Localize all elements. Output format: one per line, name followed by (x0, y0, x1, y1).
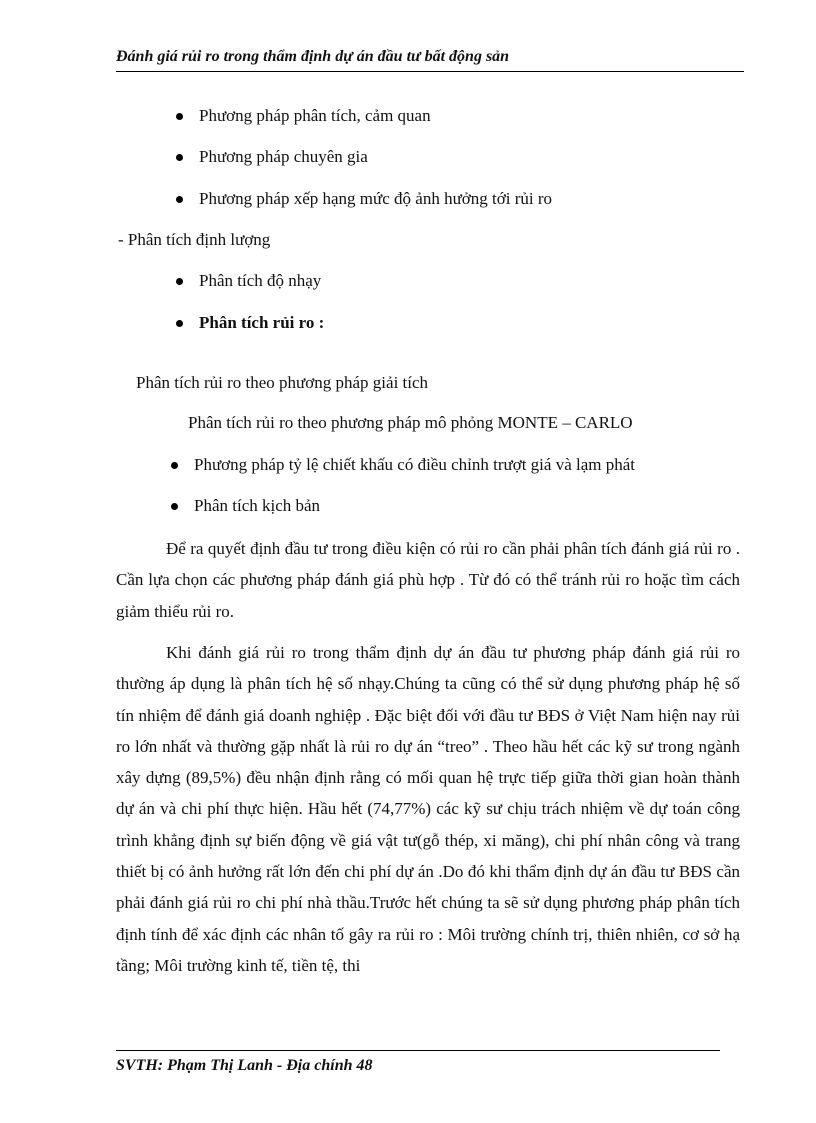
footer-rule (116, 1050, 720, 1051)
bullet-item (176, 106, 431, 126)
footer-text: SVTH: Phạm Thị Lanh - Địa chính 48 (116, 1057, 373, 1074)
bullet-item (176, 147, 368, 167)
body-paragraph: Khi đánh giá rủi ro trong thẩm định dự án đầu tư phương pháp đánh giá rủi ro thường áp dụng là phân tích hệ số nhạy.Chúng ta cũng có thể sử dụng phương pháp hệ số tín nhiệm để đánh giá doanh nghiệp . Đặc biệt đối với đầu tư BĐS ở Việt Nam hiện nay rủi ro lớn nhất và thường gặp nhất là rủi ro dự án “treo” . Theo hầu hết các kỹ sư trong ngành xây dựng (89,5%) đều nhận định rằng có mối quan hệ trực tiếp giữa thời gian hoàn thành dự án và chi phí thực hiện. Hầu hết (74,77%) các kỹ sư chịu trách nhiệm về dự toán công trình khẳng định sự biến động về giá vật tư(gỗ thép, xi măng), chi phí nhân công và trang thiết bị có ảnh hưởng rất lớn đến chi phí dự án .Do đó khi thẩm định dự án đầu tư BĐS cần phải đánh giá rủi ro chi phí nhà thầu.Trước hết chúng ta sẽ sử dụng phương pháp phân tích định tính để xác định các nhân tố gây ra rủi ro : Môi trường chính trị, thiên nhiên, cơ sở hạ tầng; Môi trường kinh tế, tiền tệ, thi (116, 643, 740, 975)
quantitative-heading: - Phân tích định lượng (118, 230, 271, 249)
bullet-text: Phương pháp tỷ lệ chiết khấu có điều chỉnh trượt giá và lạm phát (194, 455, 635, 474)
bullet-item (176, 313, 324, 333)
bullet-text: Phân tích độ nhạy (199, 271, 322, 290)
bullet-icon (176, 320, 183, 327)
risk-analysis-line: Phân tích rủi ro theo phương pháp mô phỏng MONTE – CARLO (188, 413, 633, 432)
risk-analysis-line: Phân tích rủi ro theo phương pháp giải tích (136, 373, 429, 392)
bullet-item (176, 189, 552, 209)
bullet-text: Phân tích kịch bản (194, 496, 321, 515)
bullet-text: Phương pháp xếp hạng mức độ ảnh hưởng tới rủi ro (199, 189, 553, 208)
bullet-item (171, 496, 320, 516)
bullet-item (176, 271, 321, 291)
bullet-text: Phân tích rủi ro : (199, 313, 325, 332)
bullet-text: Phương pháp phân tích, cảm quan (199, 106, 431, 125)
bullet-text: Phương pháp chuyên gia (199, 147, 368, 166)
bullet-item (171, 455, 635, 475)
bullet-icon (171, 503, 178, 510)
bullet-icon (176, 154, 183, 161)
bullet-icon (171, 462, 178, 469)
bullet-icon (176, 278, 183, 285)
bullet-icon (176, 196, 183, 203)
bullet-icon (176, 113, 183, 120)
header-title: Đánh giá rủi ro trong thẩm định dự án đầu tư bất động sản (116, 48, 510, 65)
body-paragraph: Để ra quyết định đầu tư trong điều kiện có rủi ro cần phải phân tích đánh giá rủi ro . Cần lựa chọn các phương pháp đánh giá phù hợp . Từ đó có thể tránh rủi ro hoặc tìm cách giảm thiểu rủi ro. (116, 539, 740, 621)
header-rule (116, 71, 744, 72)
